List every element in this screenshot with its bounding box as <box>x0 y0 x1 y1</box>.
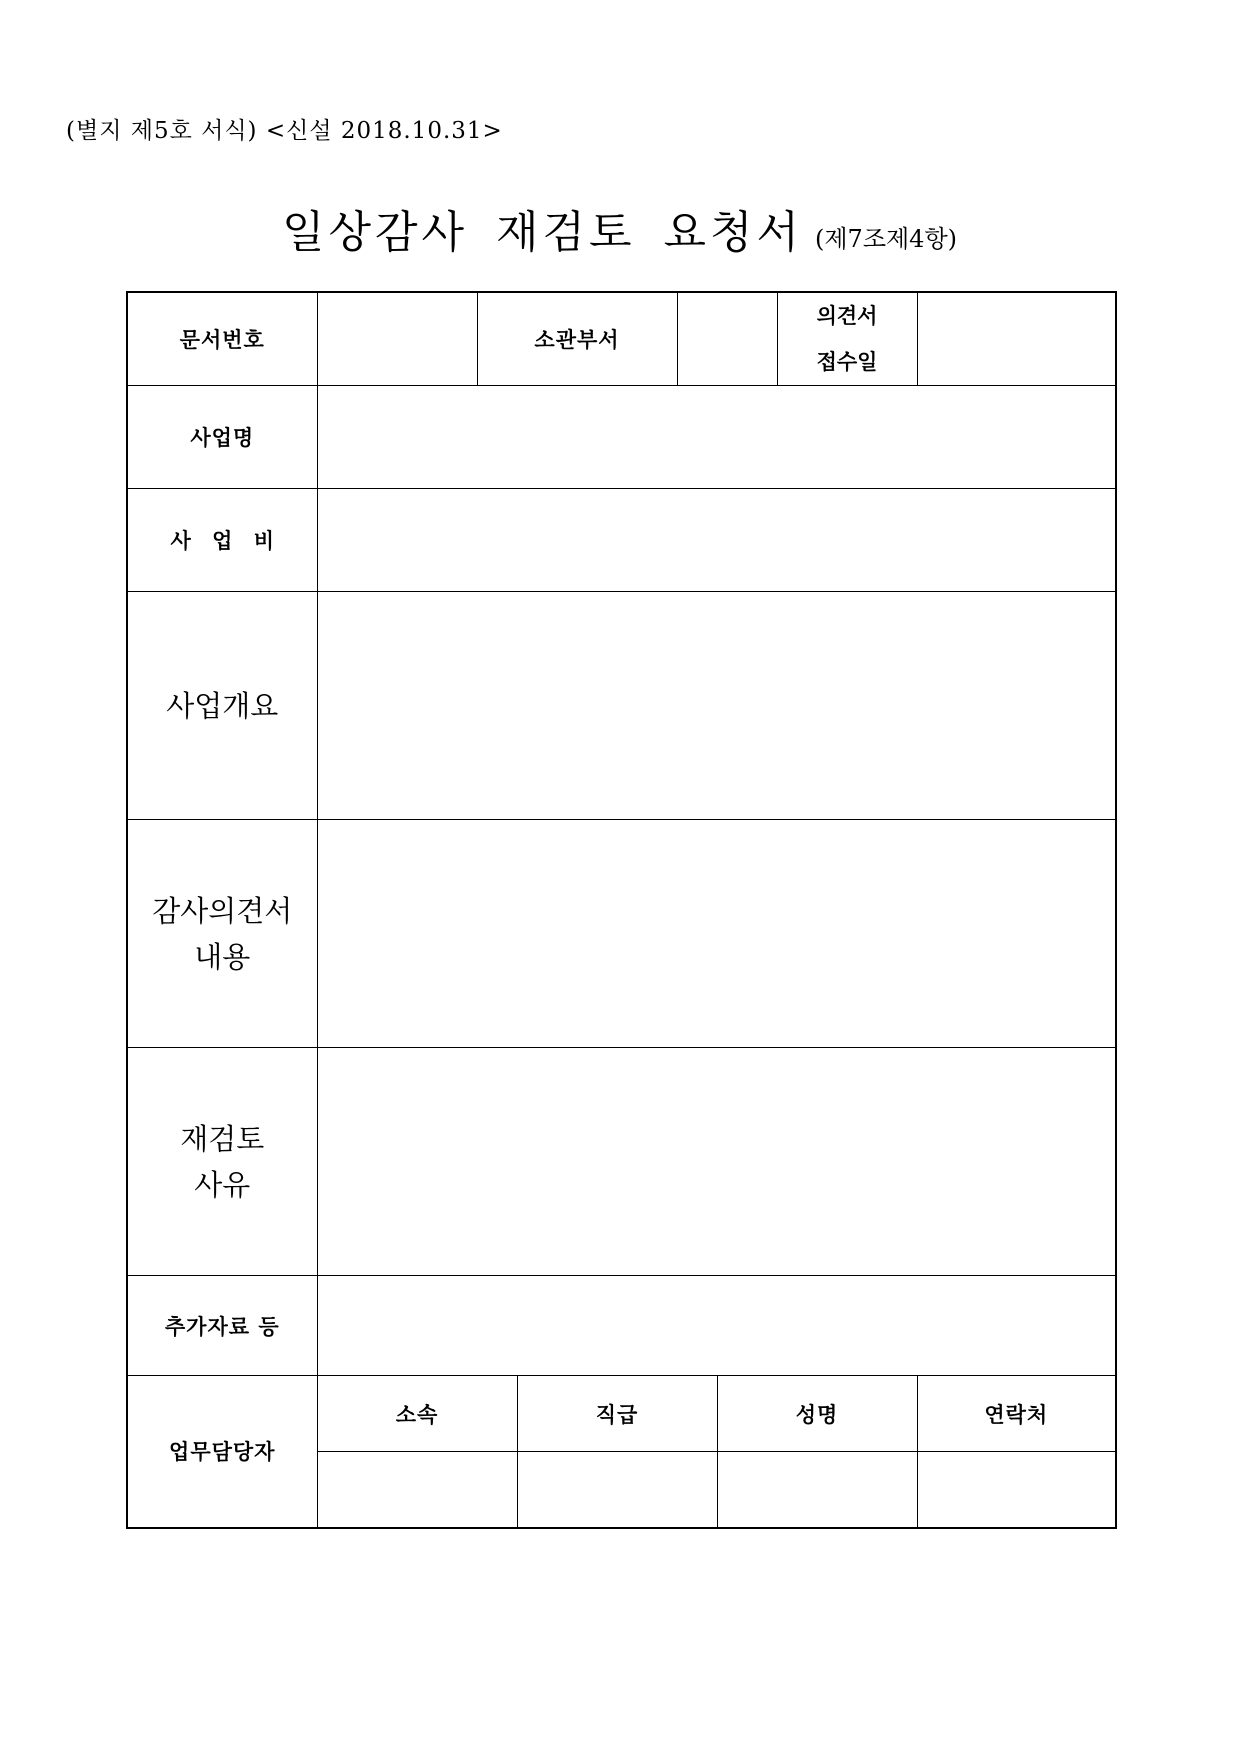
additional-materials-row <box>127 1276 1116 1376</box>
opinion-received-label-line2: 접수일 <box>816 350 878 374</box>
staff-col-name <box>717 1376 917 1452</box>
audit-opinion-label-line2: 내용 <box>194 939 251 974</box>
review-reason-label-cell <box>127 1048 317 1276</box>
doc-number-label: 문서번호 <box>179 328 265 352</box>
staff-col-rank-label: 직급 <box>595 1402 639 1427</box>
opinion-received-label-line1: 의견서 <box>816 304 878 328</box>
review-reason-row <box>127 1048 1116 1276</box>
staff-col-rank <box>517 1376 717 1452</box>
additional-materials-label-cell <box>127 1276 317 1376</box>
project-overview-label: 사업개요 <box>166 688 279 723</box>
department-field[interactable] <box>677 292 777 386</box>
staff-name-field[interactable] <box>717 1452 917 1528</box>
request-form-table <box>126 291 1117 1529</box>
opinion-received-label-cell <box>777 292 917 386</box>
project-name-label-cell <box>127 386 317 489</box>
department-label-cell <box>477 292 677 386</box>
project-cost-field[interactable] <box>317 489 1116 592</box>
form-note: (별지 제5호 서식) <신설 2018.10.31> <box>66 118 503 144</box>
doc-number-field[interactable] <box>317 292 477 386</box>
page-title <box>0 196 1239 260</box>
project-overview-label-cell <box>127 592 317 820</box>
project-overview-field[interactable] <box>317 592 1116 820</box>
staff-header-row <box>127 1376 1116 1452</box>
staff-rank-field[interactable] <box>517 1452 717 1528</box>
department-label: 소관부서 <box>534 328 620 352</box>
staff-label: 업무담당자 <box>169 1440 276 1465</box>
staff-col-contact-label: 연락처 <box>984 1402 1049 1427</box>
staff-contact-field[interactable] <box>917 1452 1116 1528</box>
staff-col-affiliation <box>317 1376 517 1452</box>
project-name-label: 사업명 <box>190 426 255 450</box>
review-reason-label-line2: 사유 <box>194 1167 251 1202</box>
project-cost-row <box>127 489 1116 592</box>
audit-opinion-row <box>127 820 1116 1048</box>
additional-materials-label: 추가자료 등 <box>164 1314 280 1339</box>
title-main: 일상감사 재검토 요청서 <box>281 207 803 258</box>
header-row <box>127 292 1116 386</box>
title-subtitle: (제7조제4항) <box>815 225 958 253</box>
project-name-field[interactable] <box>317 386 1116 489</box>
staff-col-affiliation-label: 소속 <box>395 1402 439 1427</box>
doc-number-label-cell <box>127 292 317 386</box>
review-reason-label-line1: 재검토 <box>180 1121 265 1156</box>
project-cost-label-cell <box>127 489 317 592</box>
staff-label-cell <box>127 1376 317 1528</box>
review-reason-field[interactable] <box>317 1048 1116 1276</box>
audit-opinion-label-line1: 감사의견서 <box>152 893 293 928</box>
audit-opinion-label-cell <box>127 820 317 1048</box>
project-overview-row <box>127 592 1116 820</box>
project-cost-label: 사 업 비 <box>170 529 274 553</box>
staff-col-name-label: 성명 <box>795 1402 839 1427</box>
staff-affiliation-field[interactable] <box>317 1452 517 1528</box>
staff-col-contact <box>917 1376 1116 1452</box>
opinion-received-date-field[interactable] <box>917 292 1116 386</box>
audit-opinion-field[interactable] <box>317 820 1116 1048</box>
project-name-row <box>127 386 1116 489</box>
additional-materials-field[interactable] <box>317 1276 1116 1376</box>
